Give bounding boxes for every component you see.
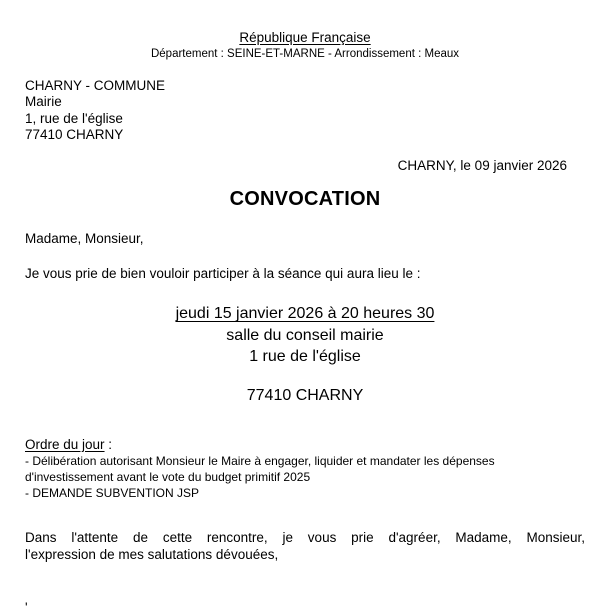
sender-street: 1, rue de l'église xyxy=(25,110,123,126)
agenda-item: - Délibération autorisant Monsieur le Maire à engager, liquider et mandater les dépenses d'investissement avant le vote du budget primitif 2025 xyxy=(25,454,495,485)
sender-commune: CHARNY - COMMUNE xyxy=(25,78,166,93)
agenda-item: - DEMANDE SUBVENTION JSP xyxy=(25,486,200,501)
republic-header-text: République Française xyxy=(239,30,371,45)
document-title: CONVOCATION xyxy=(229,188,381,210)
closing-paragraph xyxy=(25,529,585,564)
meeting-datetime xyxy=(25,303,585,325)
agenda-heading-text: Ordre du jour xyxy=(25,437,105,452)
agenda-heading xyxy=(25,436,585,453)
agenda-items xyxy=(25,453,585,502)
intro-paragraph: Je vous prie de bien vouloir participer à la séance qui aura lieu le : xyxy=(25,266,421,281)
closing-line: l'expression de mes salutations dévouées, xyxy=(25,547,279,563)
sender-mairie: Mairie xyxy=(25,94,62,110)
agenda-section xyxy=(25,436,585,502)
salutation: Madame, Monsieur, xyxy=(25,231,144,246)
agenda-heading-colon: : xyxy=(104,437,113,452)
sender-city: 77410 CHARNY xyxy=(25,126,124,142)
meeting-street: 1 rue de l'église xyxy=(249,348,361,365)
meeting-city: 77410 CHARNY xyxy=(246,386,364,404)
department-line: Département : SEINE-ET-MARNE - Arrondissement : Meaux xyxy=(150,48,460,60)
meeting-datetime-text: jeudi 15 janvier 2026 à 20 heures 30 xyxy=(175,305,435,322)
closing-line: Dans l'attente de cette rencontre, je vous prie d'agréer, Madame, Monsieur, xyxy=(25,530,585,545)
republic-header xyxy=(25,30,585,45)
stray-footer-mark: ' xyxy=(25,600,28,615)
sender-address-block xyxy=(25,78,585,143)
meeting-details-block xyxy=(25,303,585,406)
meeting-venue: salle du conseil mairie xyxy=(226,326,384,344)
place-date-line: CHARNY, le 09 janvier 2026 xyxy=(397,158,567,173)
